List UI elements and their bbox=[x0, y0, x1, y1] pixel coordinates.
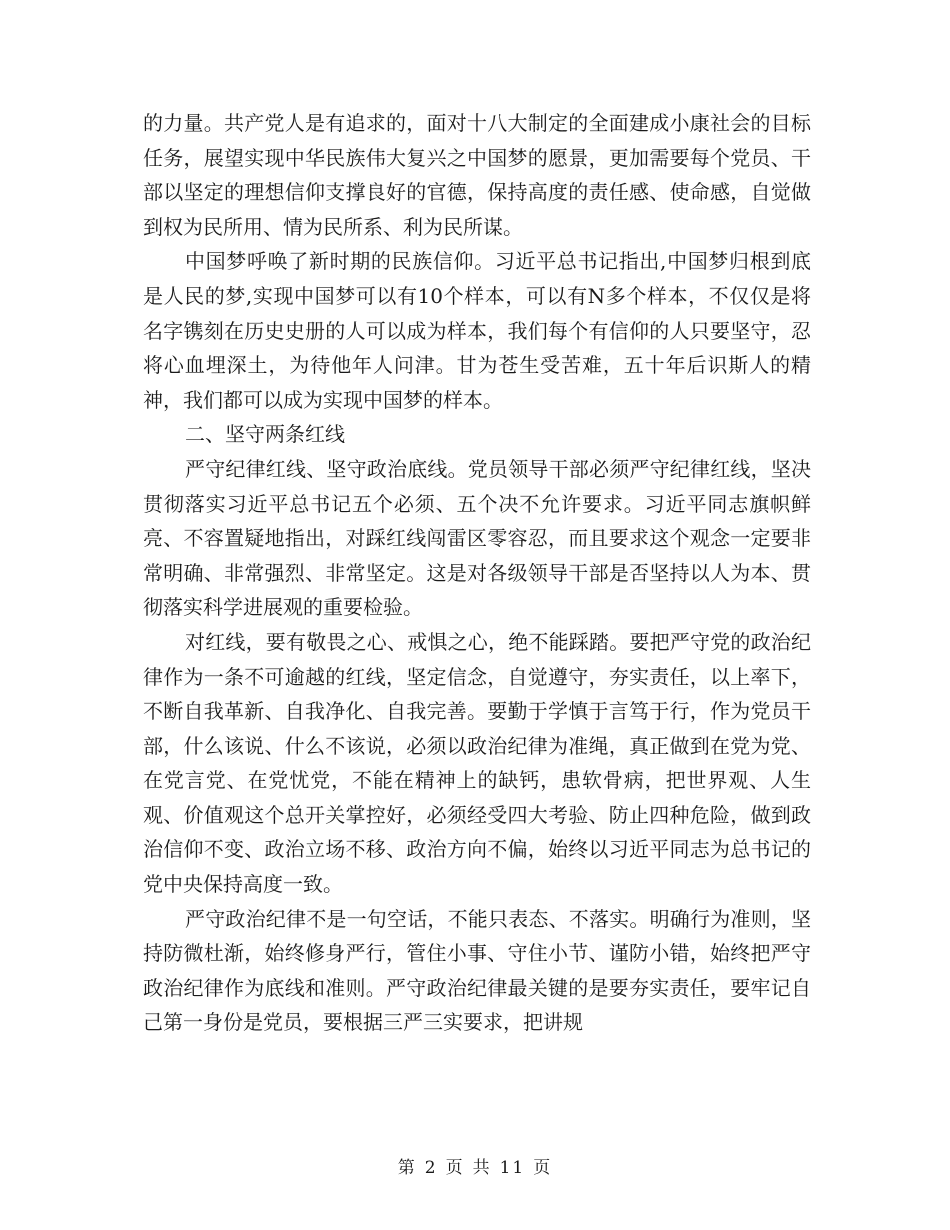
footer-label-page-unit: 页 bbox=[445, 1158, 465, 1178]
footer-label-total: 共 bbox=[472, 1158, 492, 1178]
footer-label-page: 第 bbox=[397, 1158, 417, 1178]
footer-label-total-unit: 页 bbox=[533, 1158, 553, 1178]
paragraph-2: 中国梦呼唤了新时期的民族信仰。习近平总书记指出,中国梦归根到底是人民的梦,实现中国梦可以有10个样本，可以有N多个样本，不仅仅是将名字镌刻在历史史册的人可以成为样本，我们每个有信仰的人只要坚守，忍将心血埋深土，为待他年人问津。甘为苍生受苦难，五十年后识斯人的精神，我们都可以成为实现中国梦的样本。 bbox=[143, 249, 811, 412]
paragraph-3: 严守纪律红线、坚守政治底线。党员领导干部必须严守纪律红线，坚决贯彻落实习近平总书记五个必须、五个决不允许要求。习近平同志旗帜鲜亮、不容置疑地指出，对踩红线闯雷区零容忍，而且要求这个观念一定要非常明确、非常强烈、非常坚定。这是对各级领导干部是否坚持以人为本、贯彻落实科学进展观的重要检验。 bbox=[143, 456, 811, 620]
page-footer bbox=[0, 1153, 950, 1178]
paragraph-1: 的力量。共产党人是有追求的，面对十八大制定的全面建成小康社会的目标任务，展望实现中华民族伟大复兴之中国梦的愿景，更加需要每个党员、干部以坚定的理想信仰支撑良好的官德，保持高度的责任感、使命感，自觉做到权为民所用、情为民所系、利为民所谋。 bbox=[143, 111, 811, 239]
section-heading: 二、坚守两条红线 bbox=[185, 422, 345, 447]
footer-current-page: 2 bbox=[424, 1158, 438, 1178]
paragraph-5: 严守政治纪律不是一句空话，不能只表态、不落实。明确行为准则，坚持防微杜渐，始终修身严行，管住小事、守住小节、谨防小错，始终把严守政治纪律作为底线和准则。严守政治纪律最关键的是要夯实责任，要牢记自己第一身份是党员，要根据三严三实要求，把讲规 bbox=[143, 906, 811, 1035]
paragraph-4: 对红线，要有敬畏之心、戒惧之心，绝不能踩踏。要把严守党的政治纪律作为一条不可逾越的红线，坚定信念，自觉遵守，夯实责任，以上率下，不断自我革新、自我净化、自我完善。要勤于学慎于言笃于行，作为党员干部，什么该说、什么不该说，必须以政治纪律为准绳，真正做到在党为党、在党言党、在党忧党，不能在精神上的缺钙，患软骨病，把世界观、人生观、价值观这个总开关掌控好，必须经受四大考验、防止四种危险，做到政治信仰不变、政治立场不移、政治方向不偏，始终以习近平同志为总书记的党中央保持高度一致。 bbox=[143, 629, 811, 897]
footer-total-pages: 11 bbox=[499, 1158, 526, 1178]
document-body bbox=[143, 106, 811, 1040]
